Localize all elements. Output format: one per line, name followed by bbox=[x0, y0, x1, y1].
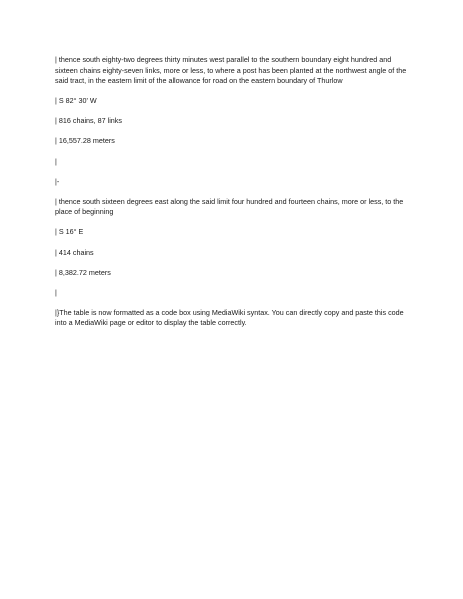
paragraph-distance-meters-2: | 8,382.72 meters bbox=[55, 267, 111, 277]
paragraph-cell-separator-2: | bbox=[55, 287, 57, 297]
paragraph-cell-separator-1: | bbox=[55, 156, 57, 166]
paragraph-distance-chains-1: | 816 chains, 87 links bbox=[55, 116, 122, 126]
paragraph-distance-meters-1: | 16,557.28 meters bbox=[55, 136, 115, 146]
paragraph-row-separator: |- bbox=[55, 176, 60, 186]
paragraph-boundary-description-1: | thence south eighty-two degrees thirty minutes west parallel to the southern boundary eight hundred and sixteen chains eighty-seven links, more or less, to where a post has been planted at the northwest angle of the said tract, in the eastern limit of the allowance for road on the eastern boundary of Thurlow bbox=[55, 55, 407, 86]
paragraph-bearing-2: | S 16° E bbox=[55, 227, 84, 237]
document-body bbox=[55, 55, 410, 339]
paragraph-distance-chains-2: | 414 chains bbox=[55, 247, 94, 257]
paragraph-boundary-description-2: | thence south sixteen degrees east along the said limit four hundred and fourteen chains, more or less, to the place of beginning bbox=[55, 196, 404, 217]
paragraph-bearing-1: | S 82° 30' W bbox=[55, 96, 97, 106]
paragraph-table-end-note: |}The table is now formatted as a code box using MediaWiki syntax. You can directly copy and paste this code into a MediaWiki page or editor to display the table correctly. bbox=[55, 307, 404, 328]
